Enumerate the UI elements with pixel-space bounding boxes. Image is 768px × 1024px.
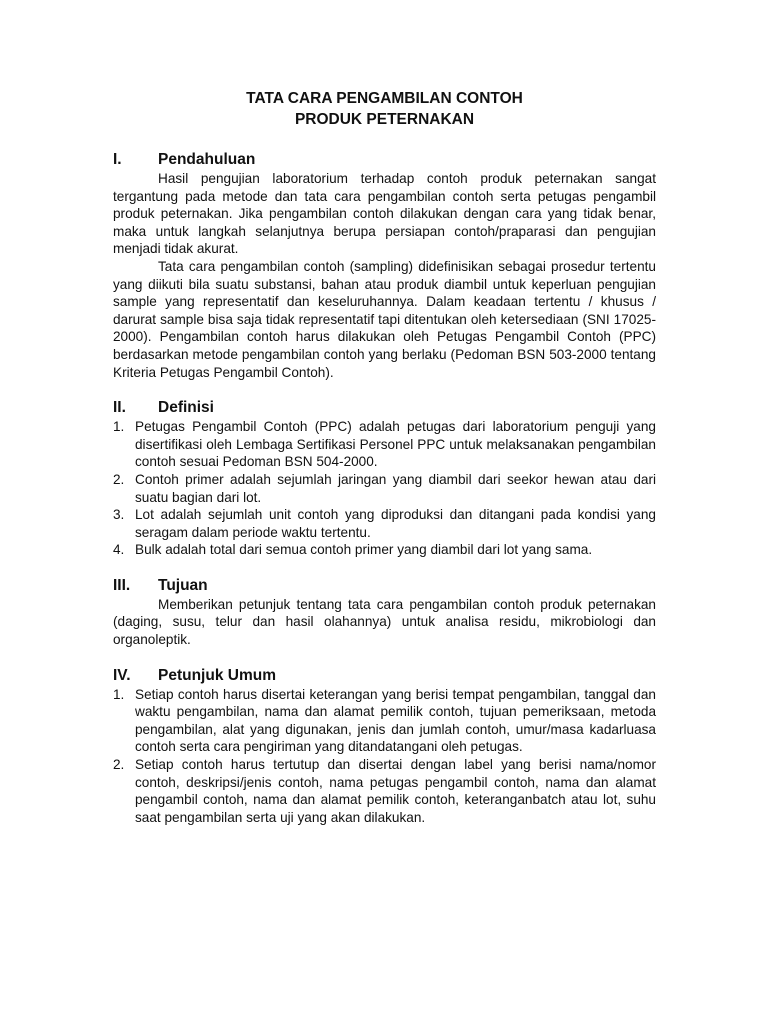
section-title: Petunjuk Umum — [158, 666, 276, 684]
section-spacer — [113, 381, 656, 398]
section-number: I. — [113, 151, 122, 168]
section-heading — [113, 576, 656, 595]
document-body — [113, 150, 656, 826]
list-item-text: Setiap contoh harus disertai keterangan yang berisi tempat pengambilan, tanggal dan waktu pengambilan, nama dan alamat pemilik contoh, tujuan pemeriksaan, metoda pengambilan, alat yang digunakan, jenis dan jumlah contoh, umur/masa kadarluasa contoh serta cara pengiriman yang ditandatangani oleh petugas. — [135, 686, 656, 755]
section-number: IV. — [113, 666, 131, 684]
list-item-number: 3. — [113, 507, 125, 523]
paragraph: Tata cara pengambilan contoh (sampling) didefinisikan sebagai prosedur tertentu yang diikuti bila suatu substansi, bahan atau produk diambil untuk keperluan pengujian sample yang representatif dan keseluruhannya. Dalam keadaan tertentu / khusus / darurat sample bisa saja tidak representatif tapi ditentukan oleh ketersediaan (SNI 17025-2000). Pengambilan contoh harus dilakukan oleh Petugas Pengambil Contoh (PPC) berdasarkan metode pengambilan contoh yang berlaku (Pedoman BSN 503-2000 tentang Kriteria Petugas Pengambil Contoh). — [113, 258, 656, 380]
list-item — [113, 541, 656, 559]
title-line-2: PRODUK PETERNAKAN — [294, 111, 475, 128]
section-heading — [113, 398, 656, 417]
list-item-text: Lot adalah sejumlah unit contoh yang diproduksi dan ditangani pada kondisi yang seragam dalam periode waktu tertentu. — [135, 507, 656, 540]
list-item-number: 1. — [113, 686, 125, 702]
list-item-number: 4. — [113, 542, 125, 558]
section — [113, 398, 656, 576]
list-item — [113, 418, 656, 471]
list-item — [113, 686, 656, 756]
section-number: II. — [113, 399, 126, 417]
list-item-number: 1. — [113, 419, 125, 435]
list-item-number: 2. — [113, 471, 125, 487]
title-line-1: TATA CARA PENGAMBILAN CONTOH — [246, 90, 523, 107]
section — [113, 666, 656, 827]
section-title: Tujuan — [158, 576, 208, 594]
list-item-number: 2. — [113, 757, 125, 773]
section-title: Pendahuluan — [158, 151, 256, 168]
numbered-list — [113, 686, 656, 827]
section-title: Definisi — [158, 399, 214, 417]
paragraph: Memberikan petunjuk tentang tata cara pengambilan contoh produk peternakan (daging, susu, telur dan hasil olahannya) untuk analisa residu, mikrobiologi dan organoleptik. — [113, 596, 656, 648]
section — [113, 150, 656, 398]
paragraph: Hasil pengujian laboratorium terhadap contoh produk peternakan sangat tergantung pada metode dan tata cara pengambilan contoh serta petugas pengambil produk peternakan. Jika pengambilan contoh dilakukan dengan cara yang tidak benar, maka untuk langkah selanjutnya berupa persiapan contoh/praparasi dan pengujian menjadi tidak akurat. — [113, 171, 656, 257]
list-item-text: Petugas Pengambil Contoh (PPC) adalah petugas dari laboratorium penguji yang disertifikasi oleh Lembaga Sertifikasi Personel PPC untuk melaksanakan pengambilan contoh sesuai Pedoman BSN 504-2000. — [135, 419, 656, 470]
list-item — [113, 506, 656, 541]
numbered-list — [113, 418, 656, 559]
list-item-text: Bulk adalah total dari semua contoh primer yang diambil dari lot yang sama. — [135, 542, 593, 558]
document-title — [113, 88, 656, 130]
list-item-text: Contoh primer adalah sejumlah jaringan yang diambil dari seekor hewan atau dari suatu bagian dari lot. — [135, 471, 656, 505]
section-heading — [113, 666, 656, 685]
section — [113, 576, 656, 666]
list-item — [113, 471, 656, 506]
list-item-text: Setiap contoh harus tertutup dan disertai dengan label yang berisi nama/nomor contoh, deskripsi/jenis contoh, nama petugas pengambil contoh, nama dan alamat pengambil contoh, nama dan alamat pemilik contoh, keteranganbatch atau lot, suhu saat pengambilan serta uji yang akan dilakukan. — [135, 757, 656, 825]
section-number: III. — [113, 576, 131, 594]
section-heading — [113, 150, 656, 169]
section-spacer — [113, 649, 656, 666]
list-item — [113, 756, 656, 826]
section-spacer — [113, 559, 656, 576]
